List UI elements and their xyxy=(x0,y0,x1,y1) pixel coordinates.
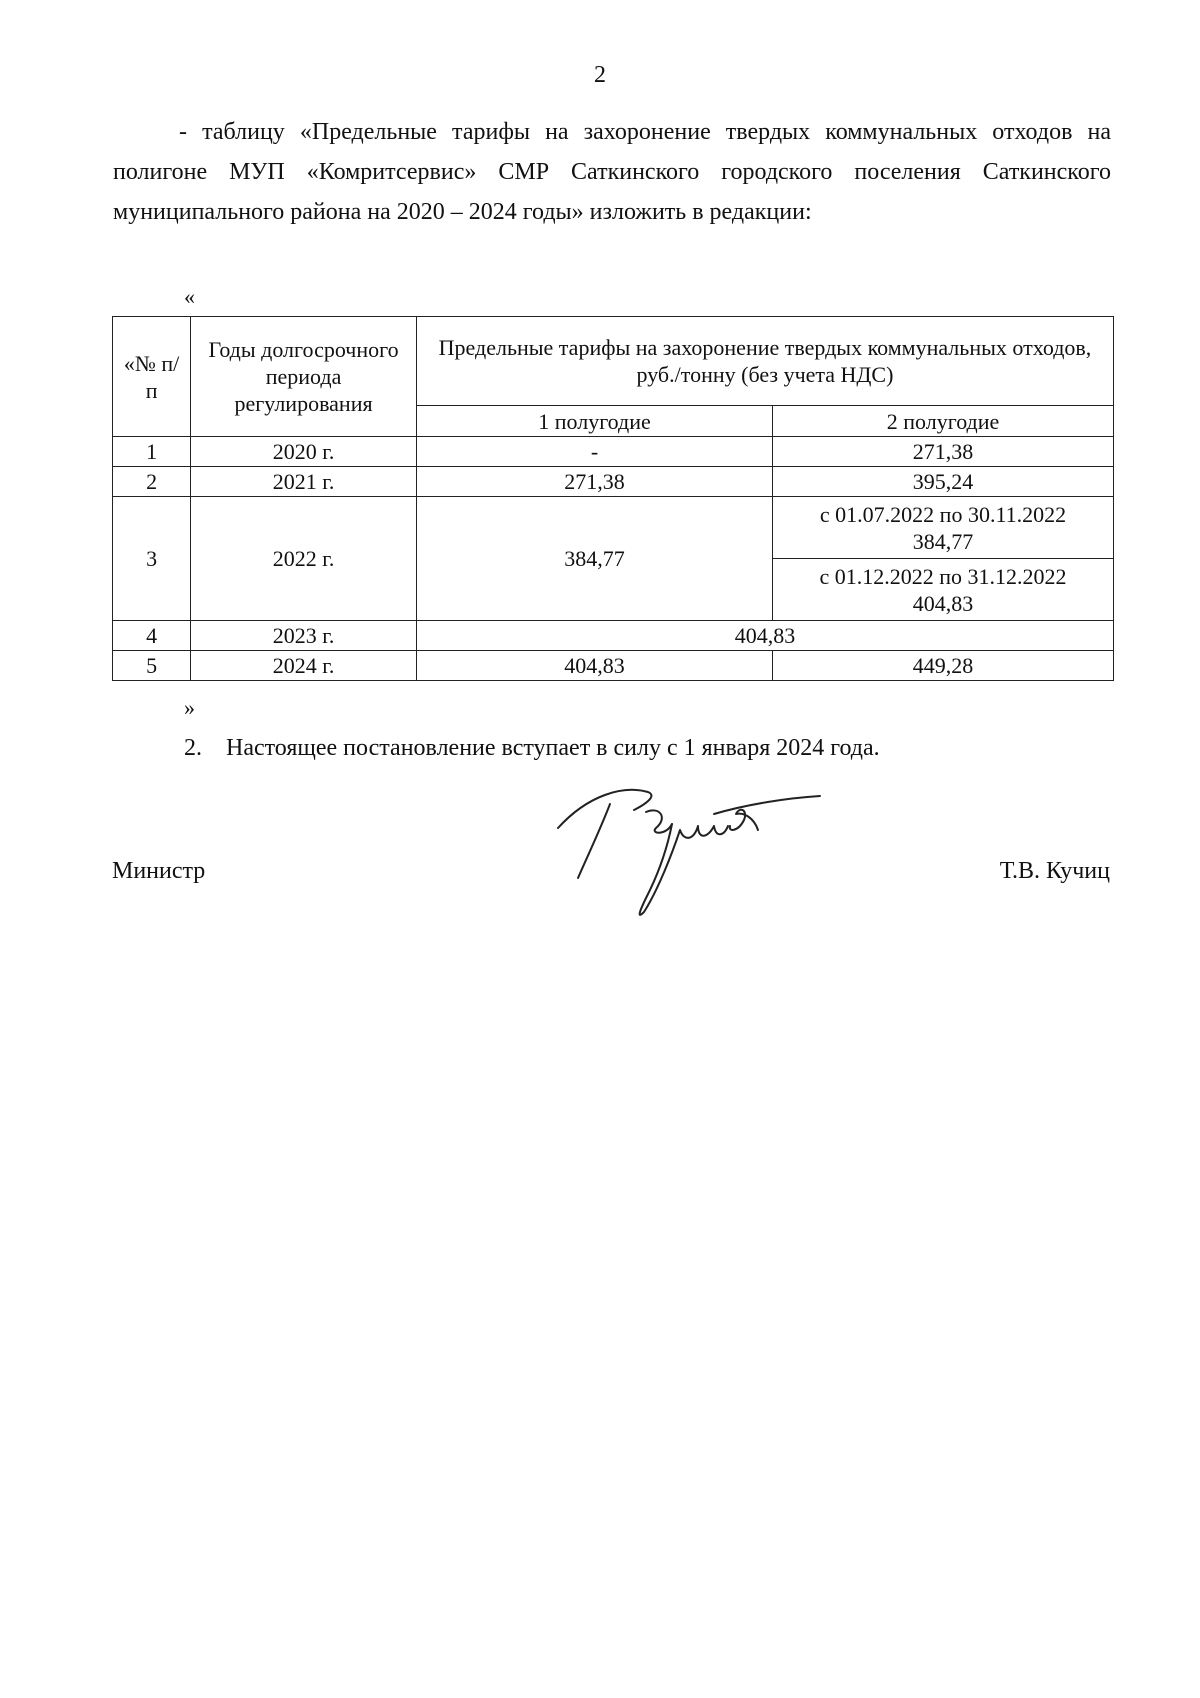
opening-quote: « xyxy=(184,284,195,309)
row-half-2: 271,38 xyxy=(773,437,1114,467)
signature-image xyxy=(548,770,828,940)
row-half-1: 404,83 xyxy=(416,651,772,681)
row-half-1: 384,77 xyxy=(416,497,772,621)
row-half-1: - xyxy=(416,437,772,467)
header-half-1: 1 полугодие xyxy=(416,406,772,437)
row-num: 4 xyxy=(113,621,191,651)
header-half-2: 2 полугодие xyxy=(773,406,1114,437)
table-row xyxy=(113,497,1114,559)
row-half-2-period-b xyxy=(773,559,1114,621)
item-2-number: 2. xyxy=(184,735,202,761)
closing-quote: » xyxy=(184,695,195,720)
row-year: 2023 г. xyxy=(191,621,417,651)
table-row xyxy=(113,467,1114,497)
table-row xyxy=(113,437,1114,467)
period-b-dates: с 01.12.2022 по 31.12.2022 xyxy=(819,563,1067,589)
row-half-2: 449,28 xyxy=(773,651,1114,681)
row-year-value: 404,83 xyxy=(416,621,1113,651)
intro-text: - таблицу «Предельные тарифы на захоронение твердых коммунальных отходов на полигоне МУП «Комритсервис» СМР Саткинского городского поселения Саткинского муниципального района на 2020 – 2024 годы» изложить в редакции: xyxy=(113,119,1111,225)
item-2 xyxy=(184,735,880,762)
row-year: 2022 г. xyxy=(191,497,417,621)
row-num: 5 xyxy=(113,651,191,681)
row-half-2: 395,24 xyxy=(773,467,1114,497)
table-row xyxy=(113,651,1114,681)
row-half-2-period-a xyxy=(773,497,1114,559)
header-years: Годы долгосрочного периода регулирования xyxy=(191,317,417,437)
row-half-1: 271,38 xyxy=(416,467,772,497)
row-year: 2021 г. xyxy=(191,467,417,497)
period-a-dates: с 01.07.2022 по 30.11.2022 xyxy=(819,501,1067,527)
item-2-text: Настоящее постановление вступает в силу с 1 января 2024 года. xyxy=(226,735,880,761)
period-a-value: 384,77 xyxy=(912,528,974,554)
intro-paragraph xyxy=(113,112,1111,232)
row-num: 2 xyxy=(113,467,191,497)
table-row xyxy=(113,621,1114,651)
row-year: 2020 г. xyxy=(191,437,417,467)
row-num: 3 xyxy=(113,497,191,621)
page-number: 2 xyxy=(594,62,606,88)
signer-position: Министр xyxy=(112,858,206,884)
row-num: 1 xyxy=(113,437,191,467)
signer-name: Т.В. Кучиц xyxy=(999,858,1110,884)
header-tariffs: Предельные тарифы на захоронение твердых коммунальных отходов, руб./тонну (без учета НДС) xyxy=(416,317,1113,406)
row-year: 2024 г. xyxy=(191,651,417,681)
tariff-table xyxy=(112,316,1114,681)
period-b-value: 404,83 xyxy=(912,590,974,616)
header-num: «№ п/п xyxy=(113,317,191,437)
